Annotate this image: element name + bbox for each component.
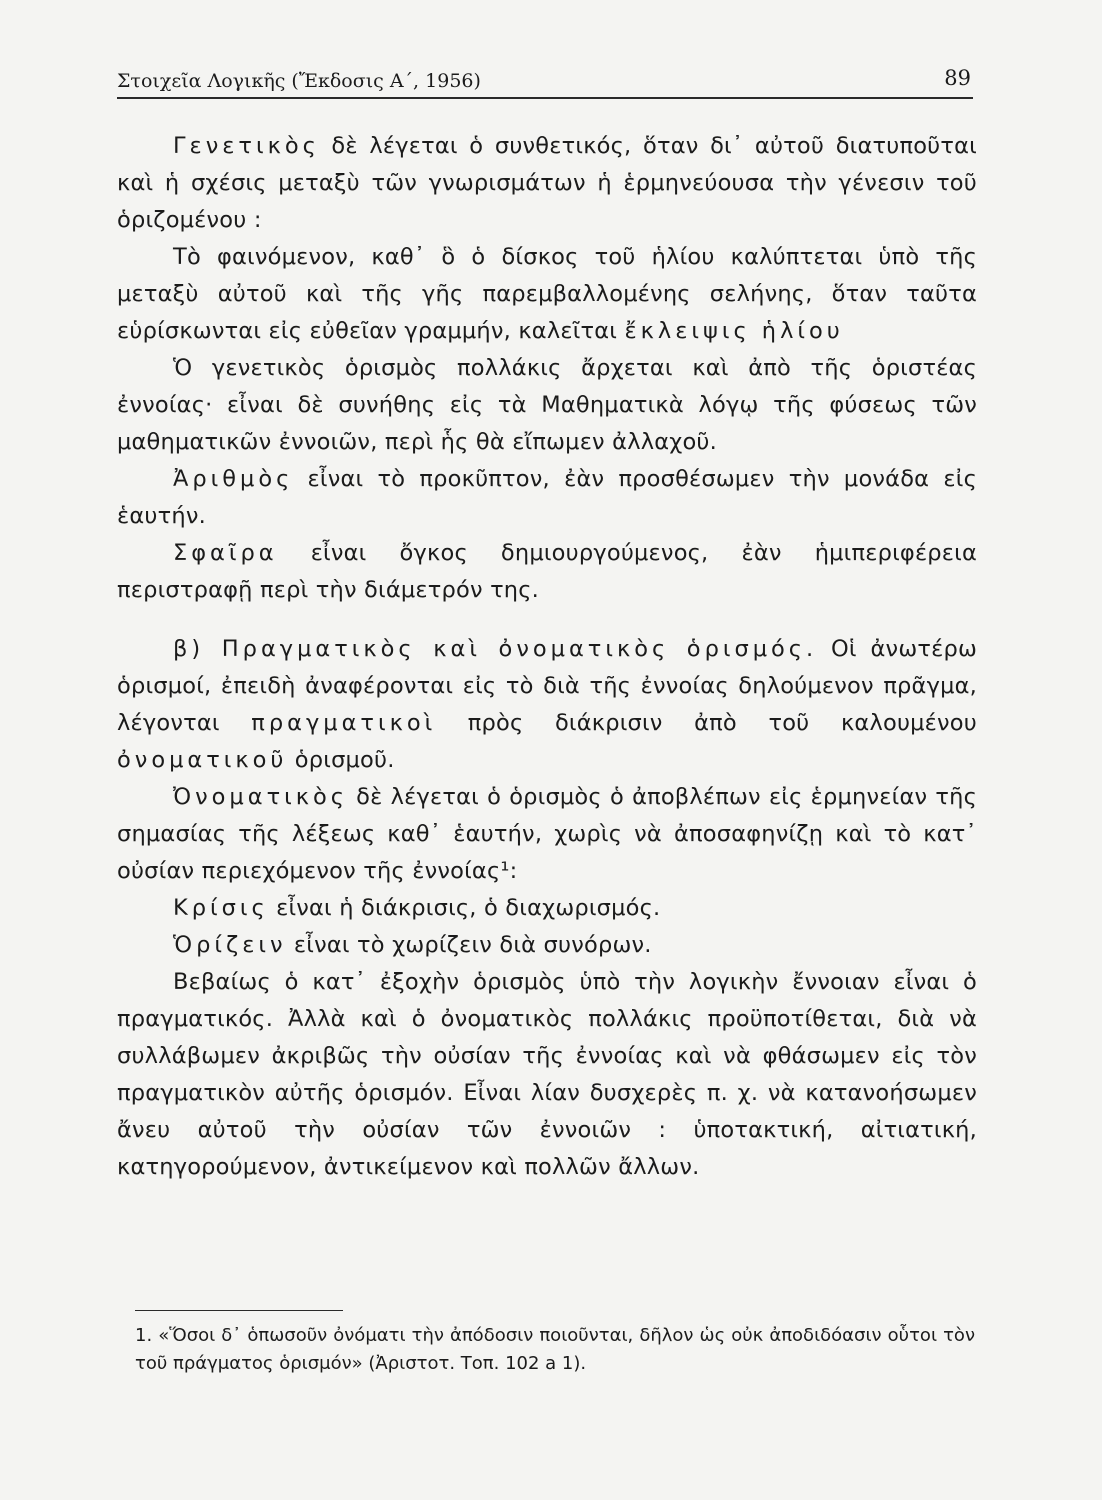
paragraph-sphere-example: Σφαῖρα εἶναι ὄγκος δημιουργούμενος, ἐὰν ἡμιπεριφέρεια περιστραφῇ περὶ τὴν διάμετρόν της. [117, 540, 977, 603]
spaced-term: Σφαῖρα [173, 540, 278, 566]
spaced-term: ἔκλειψις ἡλίου [624, 318, 844, 344]
paragraph-krisis-example: Κρίσις εἶναι ἡ διάκρισις, ὁ διαχωρισμός. [173, 895, 661, 921]
paragraph-orizein-example: Ὁρίζειν εἶναι τὸ χωρίζειν διὰ συνόρων. [173, 932, 652, 958]
paragraph-conclusion: Βεβαίως ὁ κατ᾽ ἐξοχὴν ὁρισμὸς ὑπὸ τὴν λογικὴν ἔννοιαν εἶναι ὁ πραγματικός. Ἀλλὰ καὶ ὁ ὀνοματικὸς πολλάκις προϋποτίθεται, διὰ νὰ συλλάβωμεν ἀκριβῶς τὴν οὐσίαν τῆς ἐννοίας καὶ νὰ φθάσωμεν εἰς τὸν πραγματικὸν αὐτῆς ὁρισμόν. Εἶναι λίαν δυσχερὲς π. χ. νὰ κατανοήσωμεν ἄνευ αὐτοῦ τὴν οὐσίαν τῶν ἐννοιῶν : ὑποτακτική, αἰτιατική, κατηγορούμενον, ἀντικείμενον καὶ πολλῶν ἄλλων. [117, 969, 977, 1180]
paragraph-eclipse-example: Τὸ φαινόμενον, καθ᾽ ὃ ὁ δίσκος τοῦ ἡλίου καλύπτεται ὑπὸ τῆς μεταξὺ αὐτοῦ καὶ τῆς γῆς παρεμβαλλομένης σελήνης, ὅταν ταῦτα εὑρίσκωνται εἰς εὐθεῖαν γραμμήν, καλεῖται ἔκλειψις ἡλίου [117, 244, 977, 344]
paragraph-number-example: Ἀριθμὸς εἶναι τὸ προκῦπτον, ἐὰν προσθέσωμεν τὴν μονάδα εἰς ἑαυτήν. [117, 466, 977, 529]
footnote: 1. «Ὅσοι δ᾽ ὁπωσοῦν ὀνόματι τὴν ἀπόδοσιν ποιοῦνται, δῆλον ὡς οὐκ ἀποδιδόασιν οὗτοι τὸν τοῦ πράγματος ὁρισμόν» (Ἀριστοτ. Τοπ. 102 a 1). [135, 1325, 975, 1374]
section-heading: β) Πραγματικὸς καὶ ὀνοματικὸς ὁρισμός. [173, 636, 818, 662]
footnote-rule [135, 1310, 343, 1311]
paragraph-real-nominal: β) Πραγματικὸς καὶ ὀνοματικὸς ὁρισμός. Οἱ ἀνωτέρω ὁρισμοί, ἐπειδὴ ἀναφέρονται εἰς τὸ διὰ τῆς ἐννοίας δηλούμενον πρᾶγμα, λέγονται πραγματικοὶ πρὸς διάκρισιν ἀπὸ τοῦ καλουμένου ὀνοματικοῦ ὁρισμοῦ. [117, 636, 977, 773]
spaced-term: Γενετικὸς [173, 133, 320, 159]
page-header [117, 66, 973, 96]
spaced-term: πραγματικοὶ [251, 710, 437, 736]
paragraph-nominal-definition: Ὀνοματικὸς δὲ λέγεται ὁ ὁρισμὸς ὁ ἀποβλέπων εἰς ἑρμηνείαν τῆς σημασίας τῆς λέξεως καθ᾽ ἑαυτήν, χωρὶς νὰ ἀποσαφηνίζῃ καὶ τὸ κατ᾽ οὐσίαν περιεχόμενον τῆς ἐννοίας¹: [117, 784, 977, 884]
paragraph-genetic-mathematics: Ὁ γενετικὸς ὁρισμὸς πολλάκις ἄρχεται καὶ ἀπὸ τῆς ὁριστέας ἐννοίας· εἶναι δὲ συνήθης εἰς τὰ Μαθηματικὰ λόγῳ τῆς φύσεως τῶν μαθηματικῶν ἐννοιῶν, περὶ ἧς θὰ εἴπωμεν ἀλλαχοῦ. [117, 355, 977, 455]
paragraph-genetic-definition: Γενετικὸς δὲ λέγεται ὁ συνθετικός, ὅταν δι᾽ αὐτοῦ διατυποῦται καὶ ἡ σχέσις μεταξὺ τῶν γνωρισμάτων ἡ ἑρμηνεύουσα τὴν γένεσιν τοῦ ὁριζομένου : [117, 133, 977, 233]
spaced-term: ὀνοματικοῦ [117, 747, 288, 773]
spaced-term: Ὀνοματικὸς [173, 784, 348, 810]
running-title: Στοιχεῖα Λογικῆς (Ἔκδοσις Α΄, 1956) [117, 70, 481, 92]
header-rule [117, 97, 973, 99]
spaced-term: Ἀριθμὸς [173, 466, 294, 492]
spaced-term: Κρίσις [173, 895, 269, 921]
page-number: 89 [944, 66, 971, 90]
body-text [117, 128, 977, 1186]
spaced-term: Ὁρίζειν [173, 932, 287, 958]
